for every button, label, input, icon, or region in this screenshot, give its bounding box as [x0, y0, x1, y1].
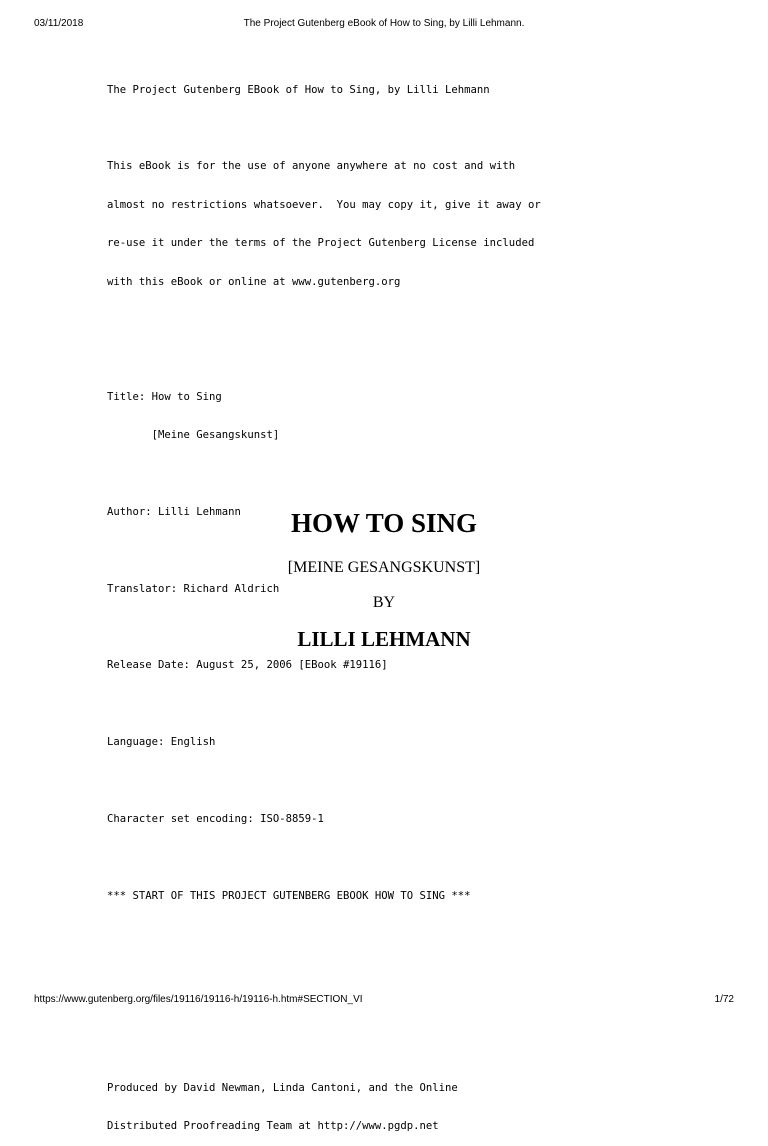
translator-field: Translator: Richard Aldrich: [107, 582, 280, 595]
print-header: [34, 18, 734, 30]
blank-line: [107, 1043, 667, 1056]
blank-line: [107, 698, 667, 711]
blank-line: [107, 775, 667, 788]
blank-line: [107, 314, 667, 327]
license-line: almost no restrictions whatsoever. You may copy it, give it away or: [107, 198, 541, 211]
book-title: HOW TO SING: [290, 508, 478, 538]
blank-line: [107, 851, 667, 864]
license-line: re-use it under the terms of the Project Gutenberg License included: [107, 237, 535, 250]
blank-line: [107, 468, 667, 481]
blank-line: [107, 967, 667, 980]
print-page-title: The Project Gutenberg eBook of How to Sing, by Lilli Lehmann.: [243, 18, 525, 29]
blank-line: [107, 122, 667, 135]
print-date: 03/11/2018: [34, 18, 84, 29]
book-subtitle: [MEINE GESANGSKUNST]: [287, 559, 481, 576]
title-field: Title: How to Sing: [107, 390, 222, 403]
print-page-count: 1/72: [714, 994, 734, 1005]
license-line: This eBook is for the use of anyone anywhere at no cost and with: [107, 160, 516, 173]
author-field: Author: Lilli Lehmann: [107, 505, 241, 518]
ebook-heading-line: The Project Gutenberg EBook of How to Sing, by Lilli Lehmann: [107, 83, 490, 96]
language-field: Language: English: [107, 736, 216, 749]
blank-line: [107, 544, 667, 557]
blank-line: [107, 1005, 667, 1018]
license-line: with this eBook or online at www.gutenberg.org: [107, 275, 401, 288]
book-by: BY: [372, 594, 396, 611]
blank-line: [107, 352, 667, 365]
title-alt-field: [Meine Gesangskunst]: [107, 429, 280, 442]
produced-by-line: Produced by David Newman, Linda Cantoni, and the Online: [107, 1081, 458, 1094]
start-marker-line: *** START OF THIS PROJECT GUTENBERG EBOOK HOW TO SING ***: [107, 889, 471, 902]
blank-line: [107, 928, 667, 941]
print-url: https://www.gutenberg.org/files/19116/19116-h/19116-h.htm#SECTION_VI: [34, 994, 363, 1005]
print-footer: [34, 994, 734, 1006]
book-author: LILLI LEHMANN: [297, 627, 471, 651]
release-date-field: Release Date: August 25, 2006 [EBook #19116]: [107, 659, 388, 672]
charset-field: Character set encoding: ISO-8859-1: [107, 813, 324, 826]
produced-by-line: Distributed Proofreading Team at http://www.pgdp.net: [107, 1120, 439, 1133]
